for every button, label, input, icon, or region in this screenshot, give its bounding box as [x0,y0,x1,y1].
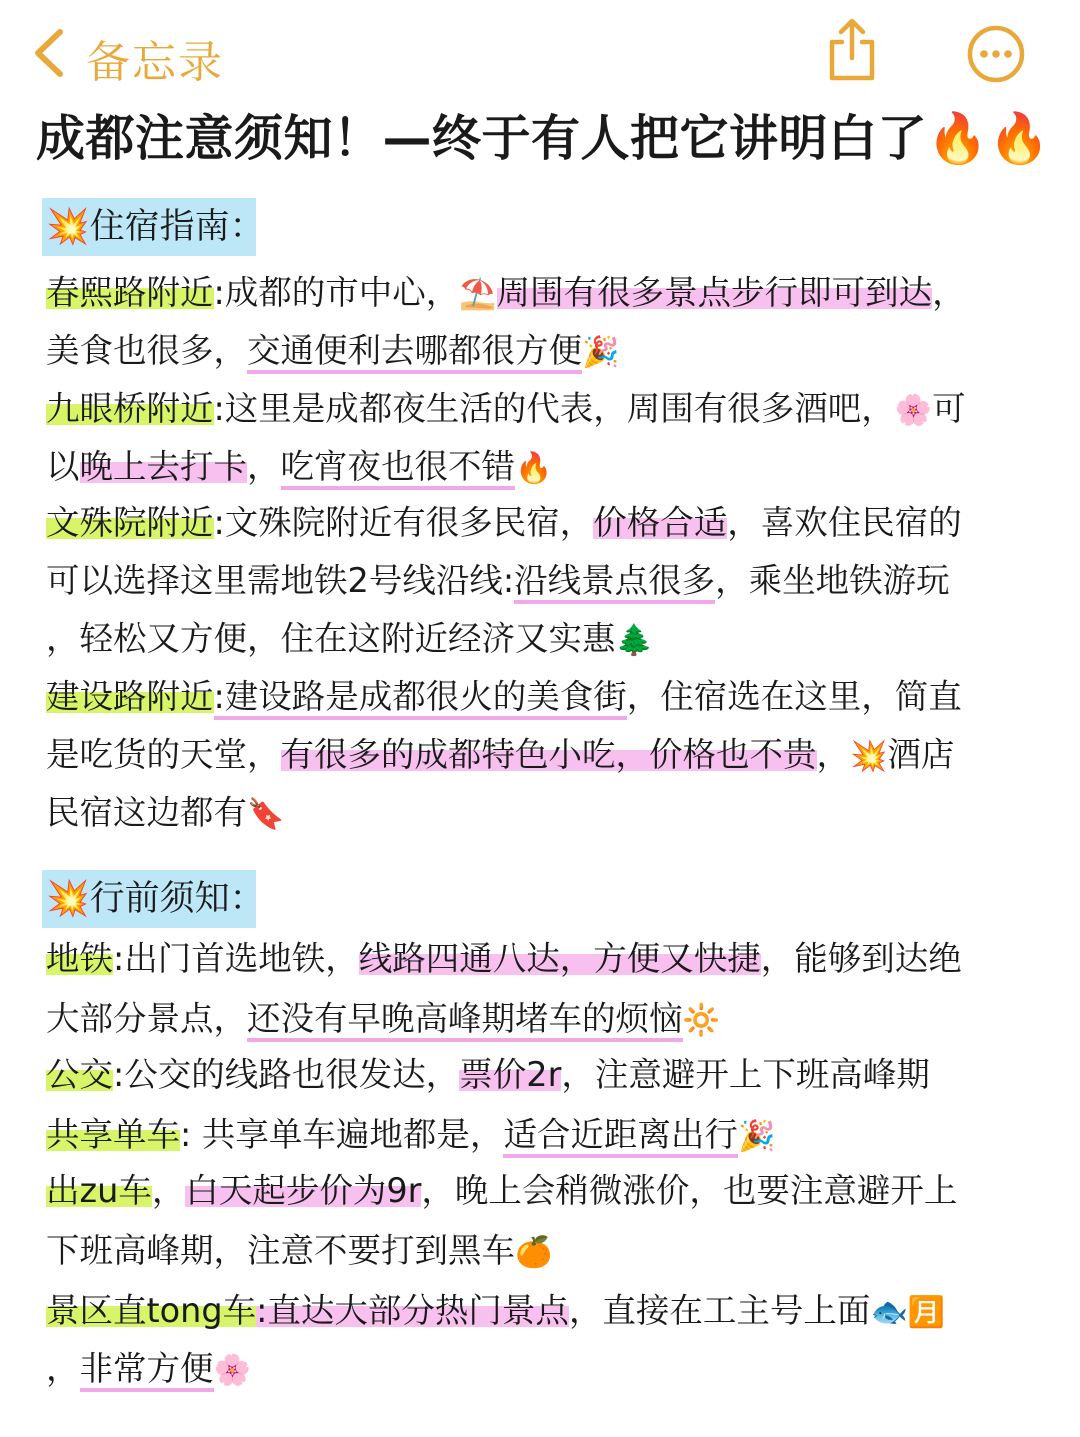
place-name: 春熙路附近 [46,273,214,312]
text-line: 美食也很多，交通便利去哪都很方便🎉 [46,326,619,378]
highlight: 白天起步价为9r [185,1171,422,1210]
note-title: 成都注意须知！—终于有人把它讲明白了🔥🔥 [36,110,1051,167]
text-line: 大部分景点，还没有早晚高峰期堵车的烦恼🔆 [46,994,720,1046]
transport-name: 公交 [46,1055,113,1094]
bookmark-icon: 🔖 [247,797,285,832]
text-line: 九眼桥附近:这里是成都夜生活的代表，周围有很多酒吧，🌸可 [46,389,966,428]
place-name: 九眼桥附近 [46,389,214,428]
text-line: 文殊院附近:文殊院附近有很多民宿，价格合适，喜欢住民宿的 [46,503,962,542]
moon-sign-icon: 🈷️ [907,1295,946,1330]
chevron-left-icon[interactable] [30,26,70,80]
highlight: 有很多的成都特色小吃，价格也不贵 [280,735,817,774]
sun-icon: 🔆 [682,1003,720,1038]
tangerine-icon: 🍊 [515,1235,553,1270]
highlight: :直达大部分热门景点 [256,1291,569,1330]
underline-text: 非常方便 [80,1349,214,1392]
underline-text: 还没有早晚高峰期堵车的烦恼 [247,999,683,1042]
text-line: 出zu车，白天起步价为9r，晚上会稍微涨价，也要注意避开上 [46,1171,958,1210]
share-icon[interactable] [824,16,880,84]
section-heading-stay: 💥住宿指南： [42,198,256,256]
text-line: 可以选择这里需地铁2号线沿线:沿线景点很多，乘坐地铁游玩 [46,556,950,606]
text-line: 地铁:出门首选地铁，线路四通八达，方便又快捷，能够到达绝 [46,939,962,978]
transport-name: 地铁 [46,939,113,978]
underline-text: 沿线景点很多 [514,561,715,604]
highlight: 价格合适 [593,503,728,542]
more-options-icon[interactable] [966,24,1026,84]
tree-icon: 🌲 [615,623,653,658]
transport-name: 景区直tong车 [46,1291,257,1330]
text-line: 是吃货的天堂，有很多的成都特色小吃，价格也不贵，💥酒店 [46,735,955,774]
party-popper-icon: 🎉 [582,335,620,370]
cherry-blossom-icon: 🌸 [213,1353,251,1388]
text-line: 建设路附近:建设路是成都很火的美食街，住宿选在这里，简直 [46,672,962,722]
text-line: 共享单车: 共享单车遍地都是，适合近距离出行🎉 [46,1110,775,1162]
text-line: ，轻松又方便，住在这附近经济又实惠🌲 [46,619,653,658]
text-line: ，非常方便🌸 [46,1344,251,1396]
place-name: 建设路附近 [46,677,214,716]
top-nav-bar [0,0,1080,100]
underline-text: 适合近距离出行 [503,1115,738,1158]
back-button[interactable]: 备忘录 [86,37,224,88]
highlight: 晚上去打卡 [79,447,247,486]
text-line: 春熙路附近:成都的市中心，⛱️周围有很多景点步行即可到达， [46,273,966,312]
party-popper-icon: 🎉 [737,1119,776,1154]
text-line: 公交:公交的线路也很发达，票价2r，注意避开上下班高峰期 [46,1055,930,1094]
collision-icon: 💥 [850,739,888,774]
text-line: 下班高峰期，注意不要打到黑车🍊 [46,1231,553,1270]
highlight: 线路四通八达，方便又快捷 [358,939,761,978]
text-line: 景区直tong车:直达大部分热门景点，直接在工主号上面🐟🈷️ [46,1291,946,1330]
text-line: 以晚上去打卡，吃宵夜也很不错🔥 [46,442,552,494]
fish-icon: 🐟 [870,1295,908,1330]
highlight: 票价2r [459,1055,562,1094]
transport-name: 共享单车 [46,1115,180,1154]
cherry-blossom-icon: 🌸 [894,393,933,428]
section-heading-travel: 💥行前须知： [42,870,256,928]
underline-text: :建设路是成都很火的美食街 [214,677,627,720]
underline-text: 吃宵夜也很不错 [281,447,516,490]
highlight: 周围有很多景点步行即可到达 [496,273,933,312]
fire-icon: 🔥 [515,451,553,486]
beach-umbrella-icon: ⛱️ [459,277,497,312]
text-line: 民宿这边都有🔖 [46,793,285,832]
place-name: 文殊院附近 [46,503,214,542]
underline-text: 交通便利去哪都很方便 [247,331,582,374]
transport-name: 出zu车 [46,1171,152,1210]
